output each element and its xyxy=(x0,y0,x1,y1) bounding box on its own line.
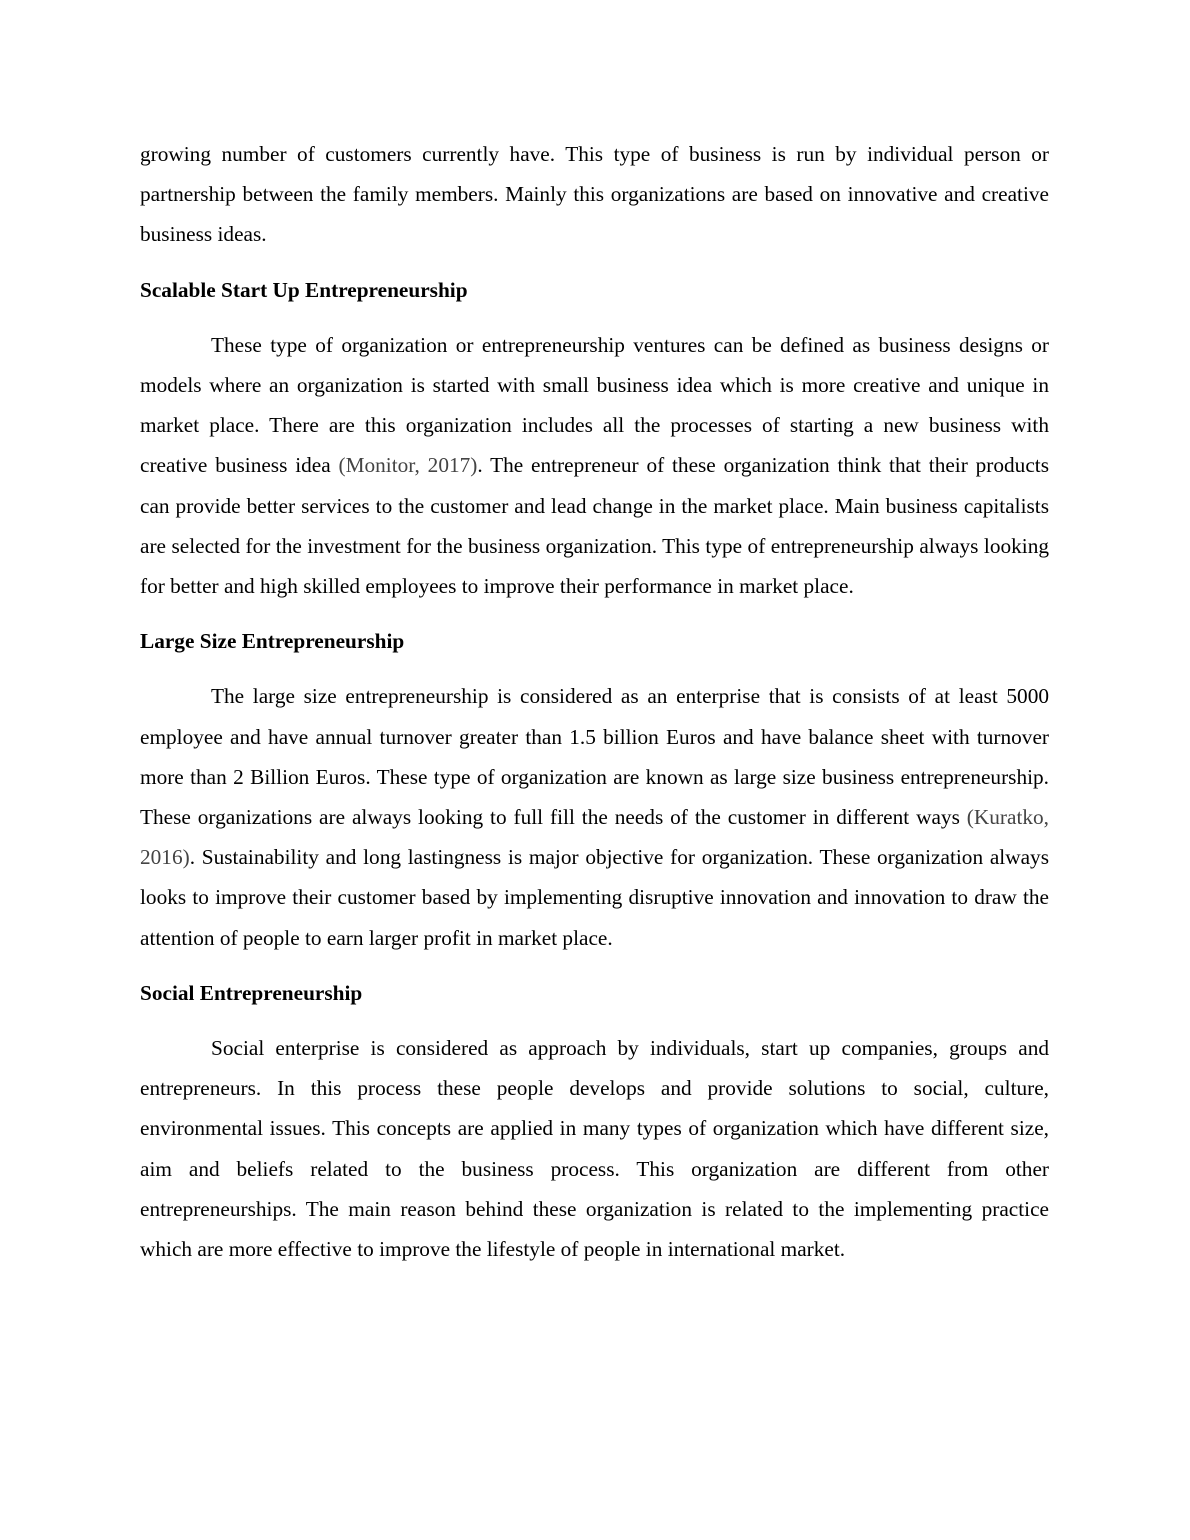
section-heading-large-size: Large Size Entrepreneurship xyxy=(140,629,405,654)
section-heading-scalable-startup: Scalable Start Up Entrepreneurship xyxy=(140,277,468,302)
section-body-scalable-startup xyxy=(140,325,1049,606)
document-page xyxy=(140,134,1049,1269)
citation: (Monitor, 2017) xyxy=(338,453,478,478)
section-body-large-size xyxy=(140,676,1049,957)
body-text: . Sustainability and long lastingness is major objective for organization. These organization always looks to improve their customer based by implementing disruptive innovation and innovation to draw the attention of people to earn larger profit in market place. xyxy=(140,845,1049,950)
citation: (Kuratko, 2016) xyxy=(140,805,1049,870)
body-text: Social enterprise is considered as approach by individuals, start up companies, groups and entrepreneurs. In this process these people develops and provide solutions to social, culture, environmental issues. This concepts are applied in many types of organization which have different size, aim and beliefs related to the business process. This organization are different from other entrepreneurships. The main reason behind these organization is related to the implementing practice which are more effective to improve the lifestyle of people in international market. xyxy=(140,1036,1049,1262)
body-text: The large size entrepreneurship is considered as an enterprise that is consists of at least 5000 employee and have annual turnover greater than 1.5 billion Euros and have balance sheet with turnover more than 2 Billion Euros. These type of organization are known as large size business entrepreneurship. These organizations are always looking to full fill the needs of the customer in different ways xyxy=(140,684,1049,830)
body-text: These type of organization or entrepreneurship ventures can be defined as business designs or models where an organization is started with small business idea which is more creative and unique in market place. There are this organization includes all the processes of starting a new business with creative business idea xyxy=(140,332,1049,478)
body-text: . The entrepreneur of these organization think that their products can provide better services to the customer and lead change in the market place. Main business capitalists are selected for the investment for the business organization. This type of entrepreneurship always looking for better and high skilled employees to improve their performance in market place. xyxy=(140,453,1049,599)
section-heading-social: Social Entrepreneurship xyxy=(140,980,363,1005)
section-body-social xyxy=(140,1028,1049,1269)
intro-paragraph: growing number of customers currently have. This type of business is run by individual person or partnership between the family members. Mainly this organizations are based on innovative and creative business ideas. xyxy=(140,142,1049,247)
